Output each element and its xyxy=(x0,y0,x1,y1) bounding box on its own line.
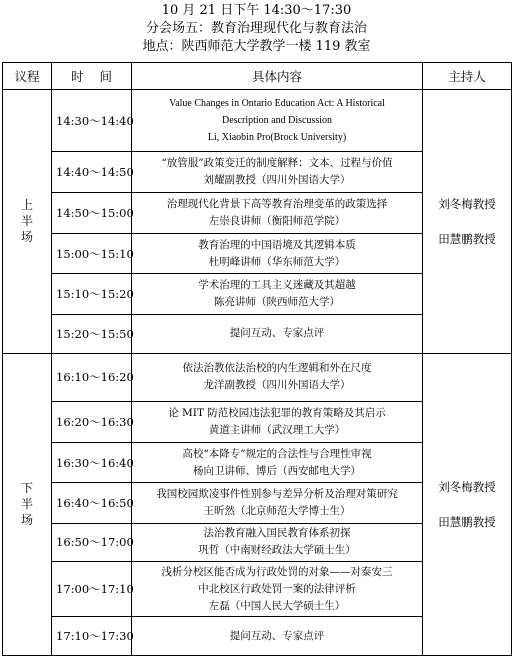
venue-theme-heading: 分会场五：教育治理现代化与教育法治 xyxy=(145,21,367,36)
time-cell: 16:40～16:50 xyxy=(52,483,132,524)
time-cell: 14:30～14:40 xyxy=(52,90,132,152)
session-label-char: 场 xyxy=(20,513,33,528)
topic-line: 中北校区行政处罚一案的法律评析 xyxy=(198,582,356,595)
time-cell: 14:50～15:00 xyxy=(52,192,132,233)
session-label-char: 下 xyxy=(20,481,33,496)
presenter-line: 龙洋副教授（四川外国语大学） xyxy=(203,379,351,392)
presenter-line: 巩哲（中南财经政法大学硕士生） xyxy=(198,544,356,557)
schedule-body xyxy=(3,90,512,656)
host-name: 刘冬梅教授 xyxy=(438,196,496,211)
table-row xyxy=(3,353,512,401)
topic-line: Value Changes in Ontario Education Act: A Historical xyxy=(169,98,385,110)
time-cell: 15:10～15:20 xyxy=(52,274,132,315)
presenter-line: 陈亮讲师（陕西师范大学） xyxy=(214,296,340,309)
date-time-heading: 10 月 21 日下午 14:30～17:30 xyxy=(161,3,352,18)
host-cell-first-half xyxy=(423,90,512,354)
topic-line: 提问互动、专家点评 xyxy=(229,629,325,642)
time-cell: 16:10～16:20 xyxy=(52,353,132,401)
presenter-line: 刘耀副教授（四川外国语大学） xyxy=(203,174,351,187)
content-cell xyxy=(132,233,423,274)
session-label-char: 上 xyxy=(20,198,33,213)
session-label-char: 半 xyxy=(20,497,33,512)
time-cell: 16:50～17:00 xyxy=(52,524,132,562)
topic-line: 浅析分校区能否成为行政处罚的对象——对泰安三 xyxy=(161,565,393,578)
host-name: 田慧鹏教授 xyxy=(438,514,496,529)
location-heading: 地点：陕西师范大学教学一楼 119 教室 xyxy=(142,39,371,54)
presenter-line: 左磊（中国人民大学硕士生） xyxy=(208,599,346,612)
time-cell: 16:30～16:40 xyxy=(52,442,132,483)
topic-line: 提问互动、专家点评 xyxy=(229,327,325,340)
topic-line: 治理现代化背景下高等教育治理变革的政策选择 xyxy=(166,197,388,210)
content-cell xyxy=(132,483,423,524)
content-cell xyxy=(132,524,423,562)
content-cell xyxy=(132,401,423,442)
host-cell-second-half xyxy=(423,353,512,655)
session-label-char: 场 xyxy=(20,230,33,245)
topic-line: 学术治理的工具主义迷藏及其超越 xyxy=(198,279,356,292)
topic-line: 高校“本降专”规定的合法性与合理性审视 xyxy=(182,447,372,460)
time-cell: 17:10～17:30 xyxy=(52,617,132,656)
time-cell: 15:20～15:50 xyxy=(52,315,132,354)
column-header-time: 时 间 xyxy=(52,63,132,90)
topic-line: 教育治理的中国语境及其逻辑本质 xyxy=(198,238,356,251)
content-cell xyxy=(132,192,423,233)
presenter-line: 左崇良讲师（衡阳师范学院） xyxy=(208,214,346,227)
table-header-row xyxy=(3,63,512,90)
session-label-first-half xyxy=(3,90,52,354)
presenter-line: 杨向卫讲师、博后（西安邮电大学） xyxy=(193,464,361,477)
host-name: 刘冬梅教授 xyxy=(438,479,496,494)
column-header-host: 主持人 xyxy=(423,63,512,90)
session-label-char: 半 xyxy=(20,214,33,229)
time-cell: 14:40～14:50 xyxy=(52,152,132,193)
topic-line: 法治教育融入国民教育体系初探 xyxy=(203,527,351,540)
content-cell xyxy=(132,442,423,483)
host-name: 田慧鹏教授 xyxy=(438,231,496,246)
time-cell: 17:00～17:10 xyxy=(52,561,132,617)
content-cell xyxy=(132,152,423,193)
session-label-second-half xyxy=(3,353,52,655)
topic-line: Description and Discussion xyxy=(222,115,332,127)
presenter-line: 王昕然（北京师范大学博士生） xyxy=(203,505,351,518)
topic-line: 论 MIT 防范校园违法犯罪的教育策略及其启示 xyxy=(168,406,386,419)
time-cell: 15:00～15:10 xyxy=(52,233,132,274)
topic-line: 依法治教依法治校的内生逻辑和外在尺度 xyxy=(182,362,372,375)
content-cell xyxy=(132,90,423,152)
topic-line: “放管服”政策变迁的制度解释：文本、过程与价值 xyxy=(161,157,393,170)
column-header-content: 具体内容 xyxy=(132,63,423,90)
presenter-line: Li, Xiaobin Pro(Brock University) xyxy=(207,132,347,144)
schedule-table xyxy=(2,62,512,656)
content-cell xyxy=(132,561,423,617)
content-cell xyxy=(132,274,423,315)
presenter-line: 黄道主讲师（武汉理工大学） xyxy=(208,423,346,436)
column-header-session: 议程 xyxy=(3,63,52,90)
presenter-line: 杜明峰讲师（华东师范大学） xyxy=(208,255,346,268)
topic-line: 我国校园欺凌事件性别参与差异分析及治理对策研究 xyxy=(156,488,398,501)
table-row xyxy=(3,90,512,152)
content-cell xyxy=(132,315,423,354)
time-cell: 16:20～16:30 xyxy=(52,401,132,442)
content-cell xyxy=(132,617,423,656)
content-cell xyxy=(132,353,423,401)
